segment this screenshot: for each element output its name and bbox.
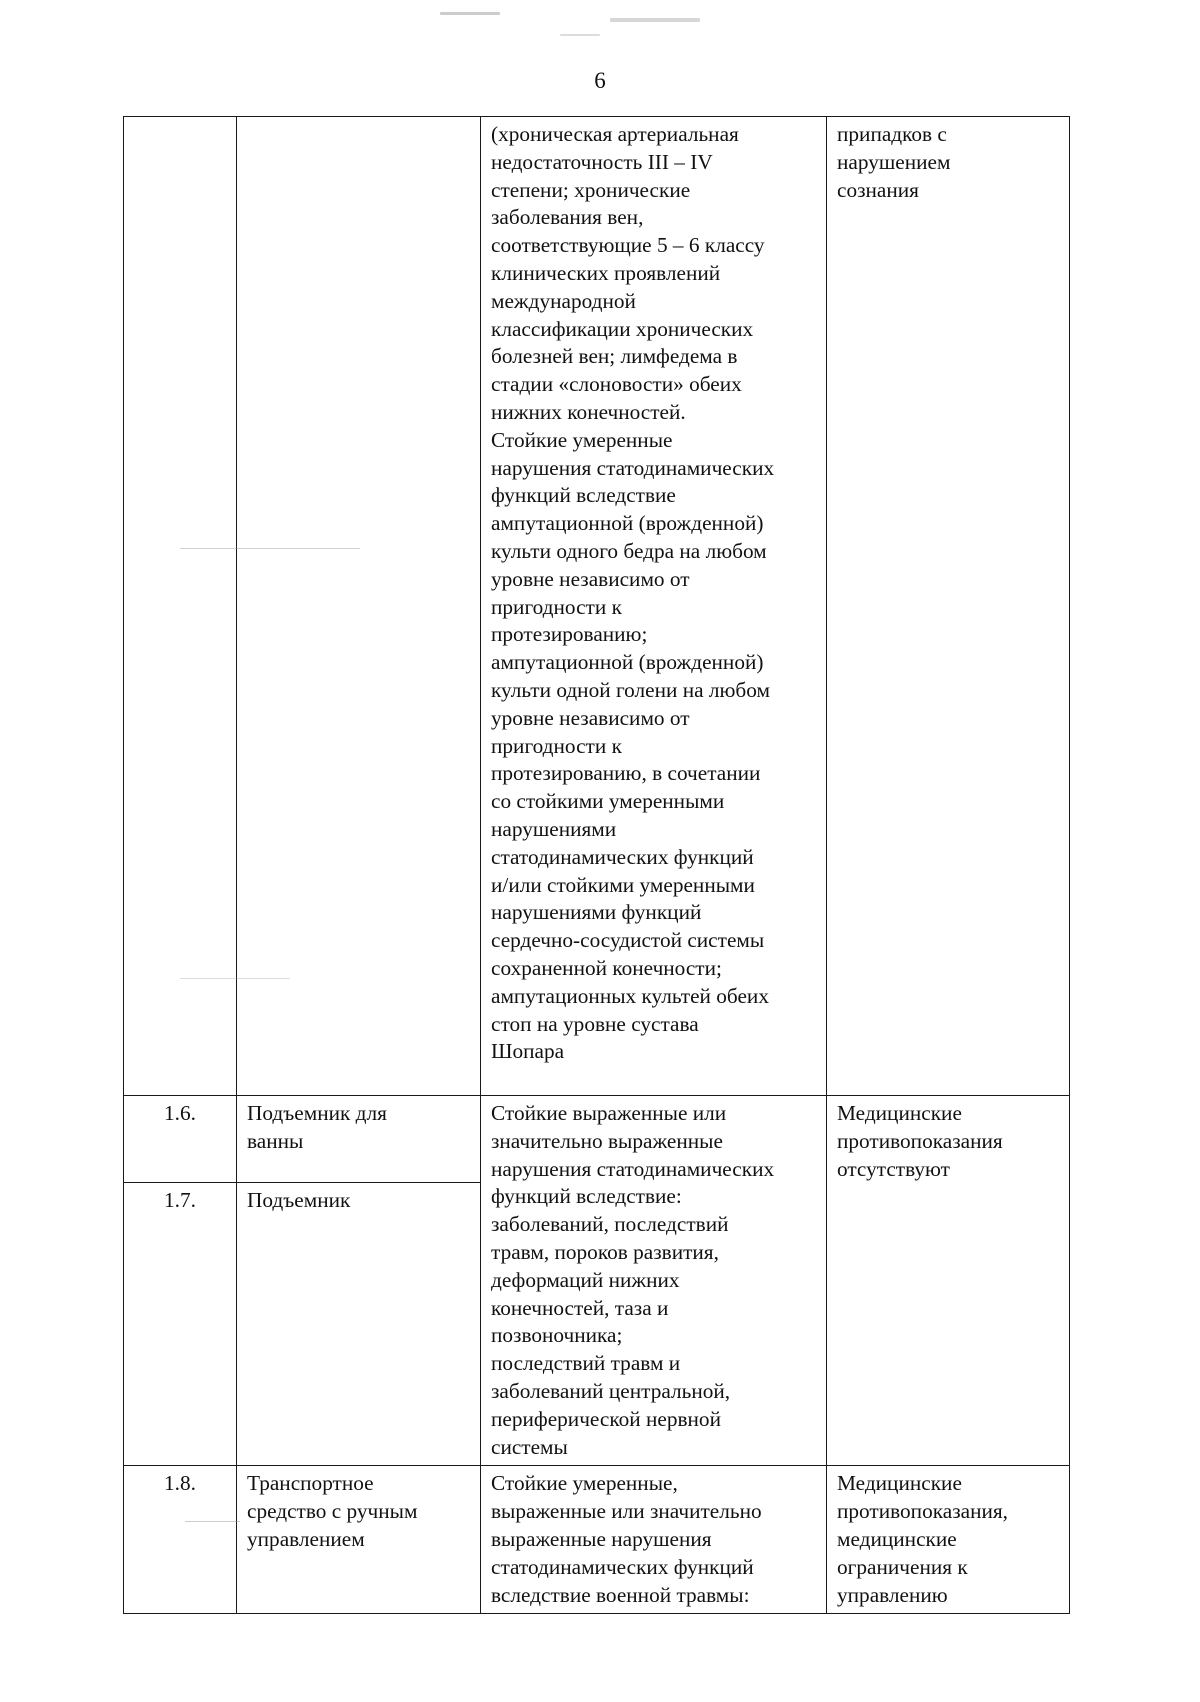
cell-device-name: Подъемник для ванны <box>237 1096 481 1183</box>
scan-noise <box>180 978 290 979</box>
cell-contraindications: Медицинские противопоказания отсутствуют <box>827 1096 1070 1466</box>
cell-indications: (хроническая артериальная недостаточность III – IV степени; хронические заболевания вен, соответствующие 5 – 6 классу клинических проявлений международной классификации хронических болезней вен; лимфедема в стадии «слоновости» обеих нижних конечностей. Стойкие умеренные нарушения статодинамических функций вследствие ампутационной (врожденной) культи одного бедра на любом уровне независимо от пригодности к протезированию; ампутационной (врожденной) культи одной голени на любом уровне независимо от пригодности к протезированию, в сочетании со стойкими умеренными нарушениями статодинамических функций и/или стойкими умеренными нарушениями функций сердечно-сосудистой системы сохраненной конечности; ампутационных культей обеих стоп на уровне сустава Шопара <box>481 117 827 1096</box>
cell-device-name: Транспортное средство с ручным управлением <box>237 1466 481 1614</box>
cell-device-name: Подъемник <box>237 1182 481 1465</box>
cell-number: 1.8. <box>124 1466 237 1614</box>
scan-noise <box>180 548 360 549</box>
cell-number: 1.6. <box>124 1096 237 1183</box>
cell-number: 1.7. <box>124 1182 237 1465</box>
cell-device-name <box>237 117 481 1096</box>
cell-indications: Стойкие выраженные или значительно выраженные нарушения статодинамических функций вследствие: заболеваний, последствий травм, пороков развития, деформаций нижних конечностей, таза и позвоночника; последствий травм и заболеваний центральной, периферической нервной системы <box>481 1096 827 1466</box>
cell-contraindications: припадков с нарушением сознания <box>827 117 1070 1096</box>
scan-noise <box>560 34 600 36</box>
table-row-continuation <box>124 117 1070 1096</box>
scan-noise <box>440 12 500 15</box>
table-row-1-6 <box>124 1096 1070 1183</box>
cell-contraindications: Медицинские противопоказания, медицинские ограничения к управлению <box>827 1466 1070 1614</box>
cell-number <box>124 117 237 1096</box>
scan-noise <box>610 18 700 22</box>
scan-noise <box>185 1521 240 1522</box>
cell-indications: Стойкие умеренные, выраженные или значительно выраженные нарушения статодинамических функций вследствие военной травмы: <box>481 1466 827 1614</box>
device-indications-table <box>123 116 1070 1614</box>
page-number: 6 <box>594 68 606 93</box>
table-row-1-8 <box>124 1466 1070 1614</box>
